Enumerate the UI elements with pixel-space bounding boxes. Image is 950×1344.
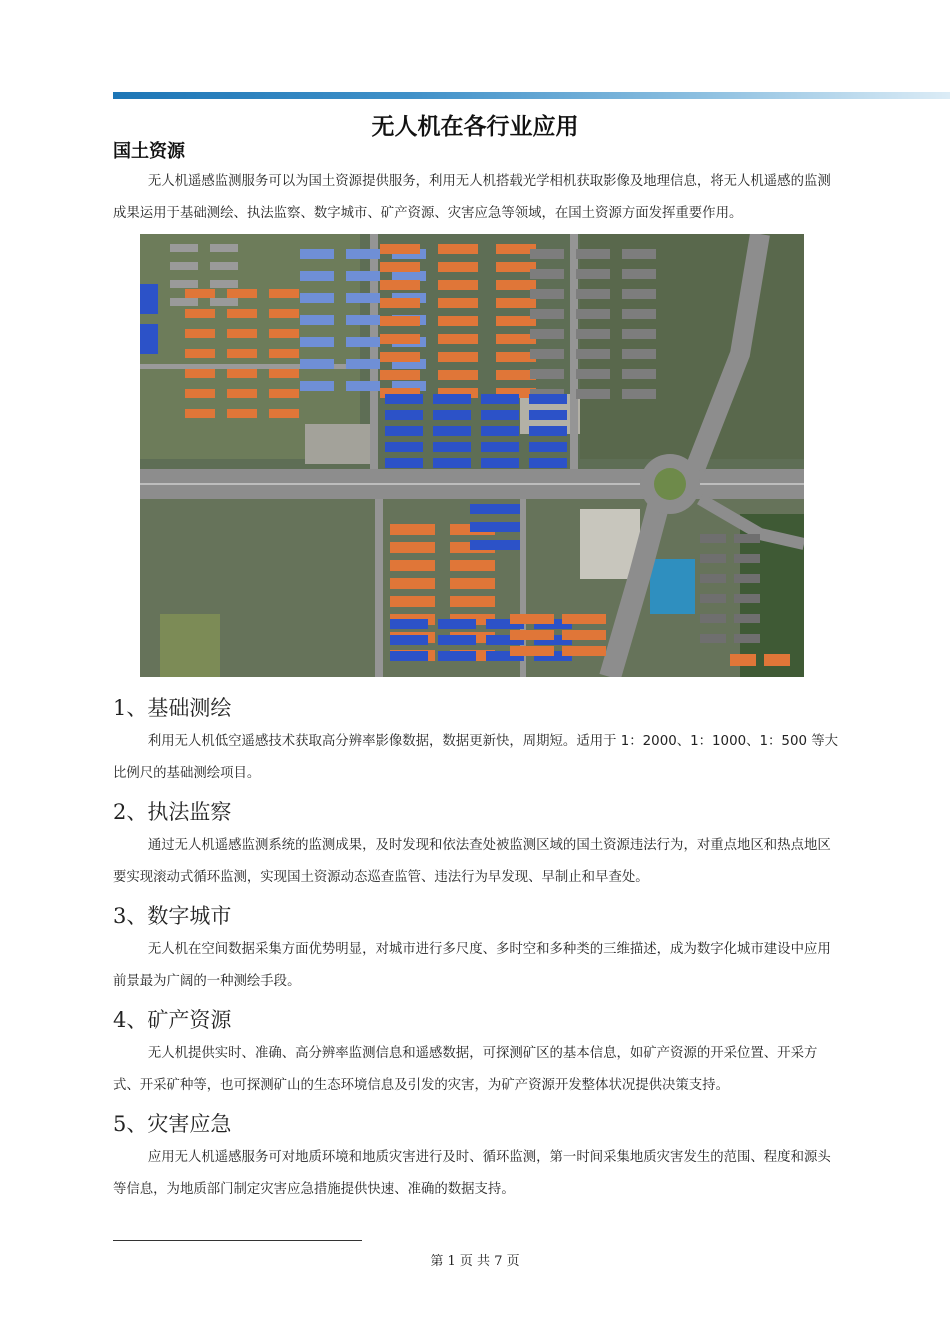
rooftop [576, 309, 610, 319]
rooftop [185, 329, 215, 338]
rooftop [346, 337, 380, 347]
subsection-heading-law-enforcement: 2、执法监察 [113, 800, 232, 824]
rooftop [530, 249, 564, 259]
rooftop [269, 409, 299, 418]
rooftop [700, 574, 726, 583]
rooftop [481, 410, 519, 420]
rooftop [390, 524, 435, 535]
aerial-photo [140, 234, 804, 677]
aerial-city-image [140, 234, 804, 677]
rooftop [170, 280, 198, 288]
rooftop [496, 298, 536, 308]
rooftop [576, 349, 610, 359]
rooftop [390, 578, 435, 589]
rooftop [210, 298, 238, 306]
rooftop [390, 560, 435, 571]
rooftop [170, 262, 198, 270]
rooftop [529, 442, 567, 452]
rooftop [530, 369, 564, 379]
rooftop [433, 426, 471, 436]
rooftop [433, 410, 471, 420]
rooftop [530, 269, 564, 279]
rooftop [346, 315, 380, 325]
rooftop [481, 458, 519, 468]
rooftop [622, 389, 656, 399]
rooftop [300, 249, 334, 259]
rooftop [227, 409, 257, 418]
rooftop [622, 329, 656, 339]
rooftop [210, 244, 238, 252]
rooftop [530, 309, 564, 319]
rooftop [185, 349, 215, 358]
rooftop [529, 410, 567, 420]
rooftop [140, 284, 158, 314]
rooftop [185, 409, 215, 418]
rooftop [385, 410, 423, 420]
rooftop [700, 634, 726, 643]
rooftop [510, 614, 554, 624]
rooftop [562, 630, 606, 640]
rooftop [185, 289, 215, 298]
rooftop [700, 534, 726, 543]
rooftop [185, 369, 215, 378]
rooftop [390, 596, 435, 607]
rooftop [300, 293, 334, 303]
rooftop [380, 244, 420, 254]
rooftop [385, 426, 423, 436]
section-heading-land-resources: 国土资源 [113, 141, 185, 162]
rooftop [622, 249, 656, 259]
subsection-heading-mineral-resources: 4、矿产资源 [113, 1008, 232, 1032]
rooftop [438, 280, 478, 290]
rooftop [185, 309, 215, 318]
rooftop [433, 442, 471, 452]
rooftop [470, 540, 520, 550]
rooftop [622, 349, 656, 359]
rooftop [438, 619, 476, 629]
rooftop [450, 596, 495, 607]
rooftop [734, 634, 760, 643]
rooftop [390, 619, 428, 629]
rooftop [622, 269, 656, 279]
rooftop [764, 654, 790, 666]
rooftop [470, 522, 520, 532]
rooftop [433, 394, 471, 404]
subsection-text-mineral-resources: 无人机提供实时、准确、高分辨率监测信息和遥感数据，可探测矿区的基本信息，如矿产资源的开采位置、开采方式、开采矿种等，也可探测矿山的生态环境信息及引发的灾害，为矿产资源开发整体状况提供决策支持。 [113, 1046, 818, 1093]
rooftop [622, 289, 656, 299]
rooftop [392, 271, 426, 281]
rooftop [700, 554, 726, 563]
rooftop [380, 334, 420, 344]
rooftop [562, 646, 606, 656]
rooftop [385, 394, 423, 404]
rooftop [380, 280, 420, 290]
rooftop [227, 349, 257, 358]
subsection-text-law-enforcement: 通过无人机遥感监测系统的监测成果，及时发现和依法查处被监测区域的国土资源违法行为，对重点地区和热点地区要实现滚动式循环监测，实现国土资源动态巡查监管、违法行为早发现、早制止和早查处。 [113, 838, 831, 885]
subsection-text-disaster-response: 应用无人机遥感服务可对地质环境和地质灾害进行及时、循环监测，第一时间采集地质灾害发生的范围、程度和源头等信息，为地质部门制定灾害应急措施提供快速、准确的数据支持。 [113, 1150, 831, 1197]
rooftop [734, 554, 760, 563]
rooftop [140, 324, 158, 354]
rooftop [380, 370, 420, 380]
rooftop [481, 394, 519, 404]
subsection-heading-disaster-response: 5、灾害应急 [113, 1112, 232, 1136]
rooftop [438, 352, 478, 362]
rooftop [346, 293, 380, 303]
rooftop [227, 389, 257, 398]
rooftop [529, 394, 567, 404]
rooftop [576, 249, 610, 259]
rooftop [530, 349, 564, 359]
subsection-text-basic-surveying: 利用无人机低空遥感技术获取高分辨率影像数据，数据更新快，周期短。适用于 1：2000、1：1000、1：500 等大比例尺的基础测绘项目。 [113, 734, 839, 781]
rooftop [300, 359, 334, 369]
rooftop [385, 442, 423, 452]
rooftop [380, 352, 420, 362]
subsection-heading-basic-surveying: 1、基础测绘 [113, 696, 232, 720]
rooftop [433, 458, 471, 468]
document-title: 无人机在各行业应用 [371, 113, 579, 140]
rooftop [438, 334, 478, 344]
rooftop [438, 316, 478, 326]
rooftop [730, 654, 756, 666]
rooftop [227, 289, 257, 298]
rooftop [481, 442, 519, 452]
rooftop [269, 349, 299, 358]
subsection-heading-digital-city: 3、数字城市 [113, 904, 232, 928]
rooftop [385, 458, 423, 468]
footer-divider [113, 1240, 362, 1241]
rooftop [210, 262, 238, 270]
rooftop [530, 329, 564, 339]
rooftop [300, 381, 334, 391]
rooftop [438, 244, 478, 254]
rooftop [562, 614, 606, 624]
rooftop [380, 262, 420, 272]
rooftop [269, 329, 299, 338]
rooftop [390, 651, 428, 661]
subsection-text-digital-city: 无人机在空间数据采集方面优势明显，对城市进行多尺度、多时空和多种类的三维描述，成为数字化城市建设中应用前景最为广阔的一种测绘手段。 [113, 942, 831, 989]
rooftop [576, 289, 610, 299]
rooftop [576, 389, 610, 399]
rooftop [438, 262, 478, 272]
rooftop [346, 359, 380, 369]
rooftop [510, 646, 554, 656]
rooftop [438, 651, 476, 661]
rooftop [700, 614, 726, 623]
rooftop [390, 635, 428, 645]
rooftop [450, 560, 495, 571]
rooftop [227, 309, 257, 318]
rooftop [496, 280, 536, 290]
rooftop [481, 426, 519, 436]
rooftop [622, 309, 656, 319]
rooftop [622, 369, 656, 379]
rooftop [700, 594, 726, 603]
rooftop [346, 381, 380, 391]
rooftop [529, 458, 567, 468]
rooftop [734, 574, 760, 583]
rooftop [300, 337, 334, 347]
rooftop [470, 504, 520, 514]
rooftop [576, 329, 610, 339]
rooftop [170, 298, 198, 306]
rooftop [227, 369, 257, 378]
rooftop [576, 269, 610, 279]
rooftop [438, 298, 478, 308]
rooftop [346, 249, 380, 259]
rooftop [734, 534, 760, 543]
intro-paragraph: 无人机遥感监测服务可以为国土资源提供服务，利用无人机搭载光学相机获取影像及地理信息，将无人机遥感的监测成果运用于基础测绘、执法监察、数字城市、矿产资源、灾害应急等领域，在国土资源方面发挥重要作用。 [113, 174, 831, 221]
rooftop [300, 315, 334, 325]
rooftop [227, 329, 257, 338]
rooftop [380, 298, 420, 308]
rooftop [390, 542, 435, 553]
rooftop [438, 635, 476, 645]
rooftop [185, 389, 215, 398]
rooftop [529, 426, 567, 436]
rooftop [269, 389, 299, 398]
rooftop [380, 316, 420, 326]
rooftop [300, 271, 334, 281]
rooftop [510, 630, 554, 640]
rooftop [269, 369, 299, 378]
rooftop [530, 289, 564, 299]
page-footer: 第 1 页 共 7 页 [430, 1254, 520, 1269]
rooftop [210, 280, 238, 288]
rooftop [734, 594, 760, 603]
rooftop [346, 271, 380, 281]
rooftop [269, 289, 299, 298]
rooftop [450, 578, 495, 589]
rooftop [734, 614, 760, 623]
header-accent-bar [113, 92, 950, 99]
rooftop [170, 244, 198, 252]
rooftop [576, 369, 610, 379]
rooftop [269, 309, 299, 318]
rooftop [438, 370, 478, 380]
